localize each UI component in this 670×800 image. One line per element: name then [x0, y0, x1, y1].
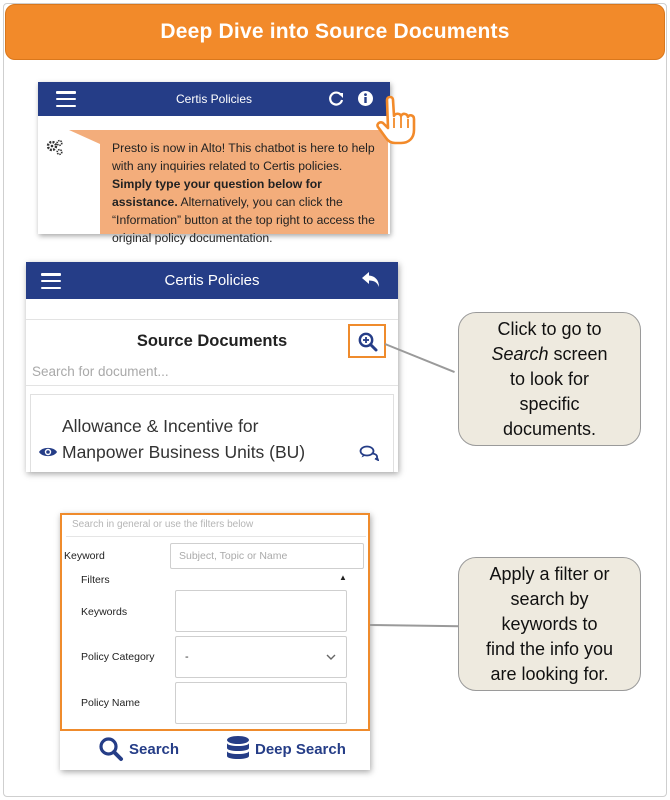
search-hint: Search in general or use the filters below	[72, 519, 254, 530]
policy-category-label: Policy Category	[81, 651, 155, 663]
callout-line: to look for	[509, 368, 590, 389]
search-button-label: Search	[129, 740, 180, 758]
keywords-label: Keywords	[81, 606, 128, 618]
callout-line: Apply a filter or	[489, 563, 610, 584]
callout-italic-search: Search	[491, 343, 549, 364]
search-screen	[60, 513, 370, 770]
chat-app-title: Certis Policies	[175, 92, 253, 106]
chat-message-part2: Alternatively, you can click the “Information” button at the top right to access the original policy documentation.	[112, 195, 375, 245]
search-button[interactable]	[98, 735, 179, 763]
eye-icon[interactable]	[38, 445, 58, 459]
deep-search-button[interactable]	[225, 734, 346, 764]
document-title-line1: Allowance & Incentive for	[62, 416, 259, 436]
chevron-down-icon	[326, 654, 336, 661]
pointing-hand-cursor	[373, 94, 429, 148]
callout-line-rest: screen	[548, 343, 608, 364]
policy-name-label: Policy Name	[81, 697, 140, 709]
keyword-placeholder: Subject, Topic or Name	[179, 550, 288, 562]
callout-line: specific	[519, 393, 580, 414]
sources-app-title: Certis Policies	[164, 272, 260, 289]
database-icon	[225, 735, 251, 763]
refresh-icon[interactable]	[328, 91, 344, 107]
policy-category-value: -	[185, 651, 189, 663]
callout-line: Click to go to	[497, 318, 602, 339]
chat-nav-bar	[38, 82, 390, 116]
banner-title: Deep Dive into Source Documents	[160, 20, 510, 43]
source-documents-heading: Source Documents	[136, 332, 288, 350]
banner	[5, 4, 665, 60]
document-title-line2: Manpower Business Units (BU)	[62, 442, 306, 462]
keyword-input[interactable]	[170, 543, 364, 569]
chat-icon[interactable]	[359, 445, 379, 461]
chat-bubble-tail	[69, 130, 100, 144]
document-list-item[interactable]	[30, 394, 394, 472]
callout-line: documents.	[502, 418, 597, 439]
filters-label: Filters	[81, 574, 110, 586]
divider	[26, 385, 398, 386]
settings-cog-icon	[46, 139, 64, 157]
callout-line: keywords to	[501, 613, 598, 634]
keywords-input[interactable]	[175, 590, 347, 632]
zoom-search-icon[interactable]	[357, 331, 379, 353]
zoom-search-highlight[interactable]	[348, 324, 386, 358]
info-icon[interactable]	[357, 90, 374, 107]
chat-message	[112, 139, 384, 247]
sources-nav-bar	[26, 262, 398, 299]
policy-name-input[interactable]	[175, 682, 347, 724]
callout-line: search by	[510, 588, 589, 609]
search-icon	[98, 736, 124, 762]
search-screen-callout	[458, 312, 641, 446]
back-arrow-icon[interactable]	[360, 270, 382, 290]
chat-message-bold: Simply type your question below for assistance.	[112, 177, 322, 209]
keyword-label: Keyword	[64, 550, 105, 562]
callout-line	[491, 342, 607, 367]
deep-search-button-label: Deep Search	[255, 740, 346, 758]
callout-line: find the info you	[485, 638, 614, 659]
filters-collapse-toggle[interactable]: ▲	[339, 573, 347, 582]
chat-message-part1: Presto is now in Alto! This chatbot is here to help with any inquiries related to Certis policies.	[112, 141, 375, 173]
policy-category-select[interactable]	[175, 636, 347, 678]
document-search-input[interactable]: Search for document...	[32, 364, 169, 379]
chat-screen	[38, 82, 390, 245]
filter-callout	[458, 557, 641, 691]
divider	[26, 319, 398, 320]
callout-line: are looking for.	[490, 663, 609, 684]
source-documents-screen	[26, 262, 398, 472]
divider	[66, 536, 366, 537]
